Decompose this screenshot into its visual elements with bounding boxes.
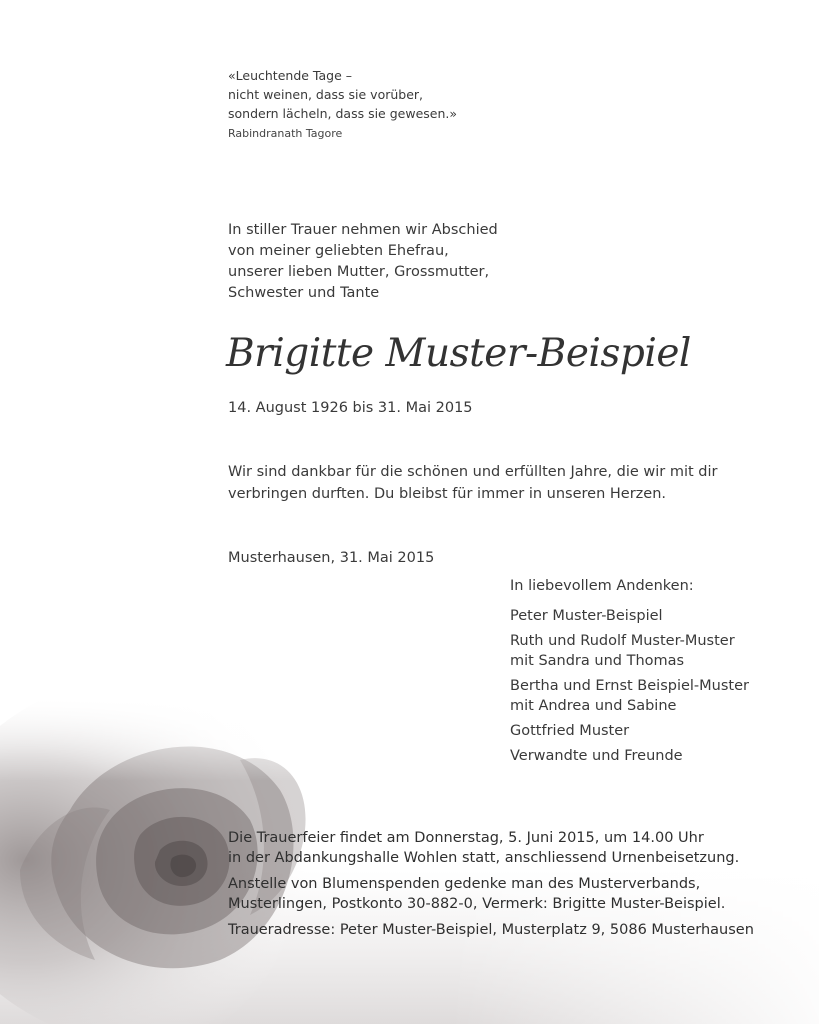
intro-line: unserer lieben Mutter, Grossmutter, — [228, 264, 490, 280]
mourning-address — [228, 920, 788, 940]
life-dates: 14. August 1926 bis 31. Mai 2015 — [228, 400, 473, 416]
donation-info — [228, 874, 788, 914]
mourner-entry — [510, 676, 810, 716]
thanks-line: Wir sind dankbar für die schönen und erfüllten Jahre, die wir mit dir — [228, 464, 718, 480]
mourner-entry — [510, 721, 810, 741]
deceased-name: Brigitte Muster-Beispiel — [226, 331, 691, 376]
mourner-family: mit Andrea und Sabine — [510, 698, 677, 714]
mourner-entry — [510, 746, 810, 766]
mourner-name: Gottfried Muster — [510, 723, 630, 739]
intro-line: Schwester und Tante — [228, 285, 380, 301]
mourner-name: Peter Muster-Beispiel — [510, 608, 663, 624]
intro-text — [228, 220, 498, 304]
quote-author: Rabindranath Tagore — [228, 127, 343, 140]
footer-info — [228, 828, 788, 946]
mourner-name: Ruth und Rudolf Muster-Muster — [510, 633, 735, 649]
quote-block — [228, 66, 457, 143]
quote-line: sondern lächeln, dass sie gewesen.» — [228, 106, 458, 121]
ceremony-line: in der Abdankungshalle Wohlen statt, anschliessend Urnenbeisetzung. — [228, 850, 740, 866]
address-line: Traueradresse: Peter Muster-Beispiel, Musterplatz 9, 5086 Musterhausen — [228, 922, 754, 938]
ceremony-line: Die Trauerfeier findet am Donnerstag, 5. Juni 2015, um 14.00 Uhr — [228, 830, 704, 846]
ceremony-info — [228, 828, 788, 868]
intro-line: In stiller Trauer nehmen wir Abschied — [228, 222, 498, 238]
quote-line: «Leuchtende Tage – — [228, 68, 352, 83]
mourners-heading: In liebevollem Andenken: — [510, 578, 694, 594]
mourner-family: mit Sandra und Thomas — [510, 653, 685, 669]
mourner-entry — [510, 631, 810, 671]
thanks-line: verbringen durften. Du bleibst für immer in unseren Herzen. — [228, 486, 666, 502]
mourner-name: Bertha und Ernst Beispiel-Muster — [510, 678, 749, 694]
donation-line: Musterlingen, Postkonto 30-882-0, Vermerk: Brigitte Muster-Beispiel. — [228, 896, 726, 912]
place-date: Musterhausen, 31. Mai 2015 — [228, 550, 435, 566]
quote-line: nicht weinen, dass sie vorüber, — [228, 87, 424, 102]
mourner-name: Verwandte und Freunde — [510, 748, 683, 764]
donation-line: Anstelle von Blumenspenden gedenke man des Musterverbands, — [228, 876, 701, 892]
mourner-entry — [510, 606, 810, 626]
thanks-text — [228, 461, 788, 505]
intro-line: von meiner geliebten Ehefrau, — [228, 243, 449, 259]
mourners-list — [510, 576, 810, 771]
